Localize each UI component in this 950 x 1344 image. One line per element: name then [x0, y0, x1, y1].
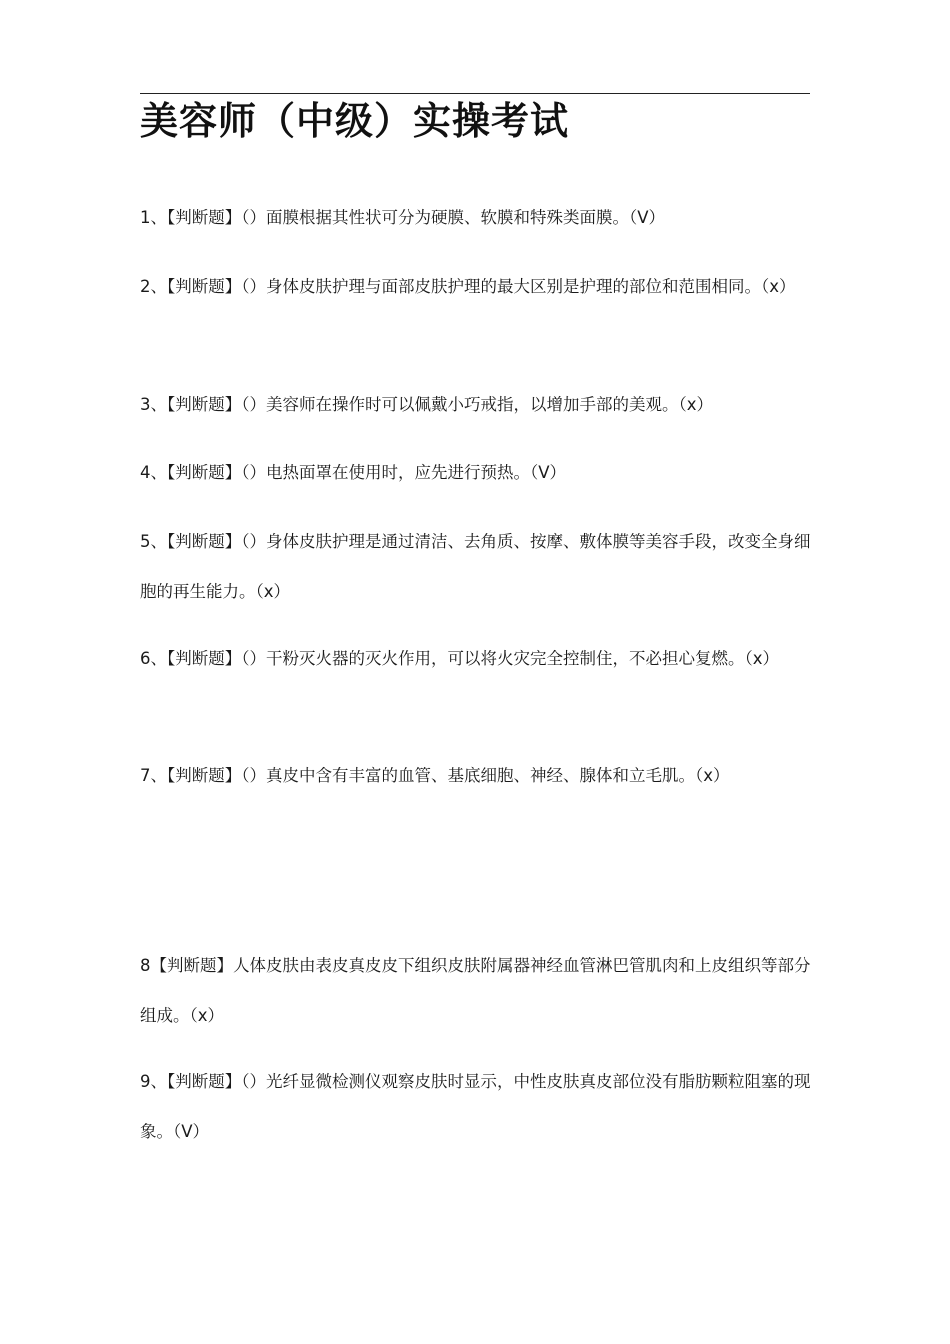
question-item: 1、【判断题】（）面膜根据其性状可分为硬膜、软膜和特殊类面膜。（V）	[140, 208, 666, 227]
question-item: 8【判断题】人体皮肤由表皮真皮皮下组织皮肤附属器神经血管淋巴管肌肉和上皮组织等部分组成。（x）	[140, 956, 811, 1025]
question-item: 6、【判断题】（）干粉灭火器的灭火作用，可以将火灾完全控制住，不必担心复燃。（x）	[140, 649, 780, 668]
question-item: 2、【判断题】（）身体皮肤护理与面部皮肤护理的最大区别是护理的部位和范围相同。（x）	[140, 277, 796, 296]
page-title: 美容师（中级）实操考试	[140, 99, 570, 143]
header-rule	[140, 93, 810, 94]
question-item: 5、【判断题】（）身体皮肤护理是通过清洁、去角质、按摩、敷体膜等美容手段，改变全身细胞的再生能力。（x）	[140, 532, 811, 601]
question-item: 3、【判断题】（）美容师在操作时可以佩戴小巧戒指，以增加手部的美观。（x）	[140, 395, 714, 414]
question-item: 9、【判断题】（）光纤显微检测仪观察皮肤时显示，中性皮肤真皮部位没有脂肪颗粒阻塞的现象。（V）	[140, 1072, 811, 1141]
question-item: 7、【判断题】（）真皮中含有丰富的血管、基底细胞、神经、腺体和立毛肌。（x）	[140, 766, 730, 785]
question-item: 4、【判断题】（）电热面罩在使用时，应先进行预热。（V）	[140, 463, 567, 482]
